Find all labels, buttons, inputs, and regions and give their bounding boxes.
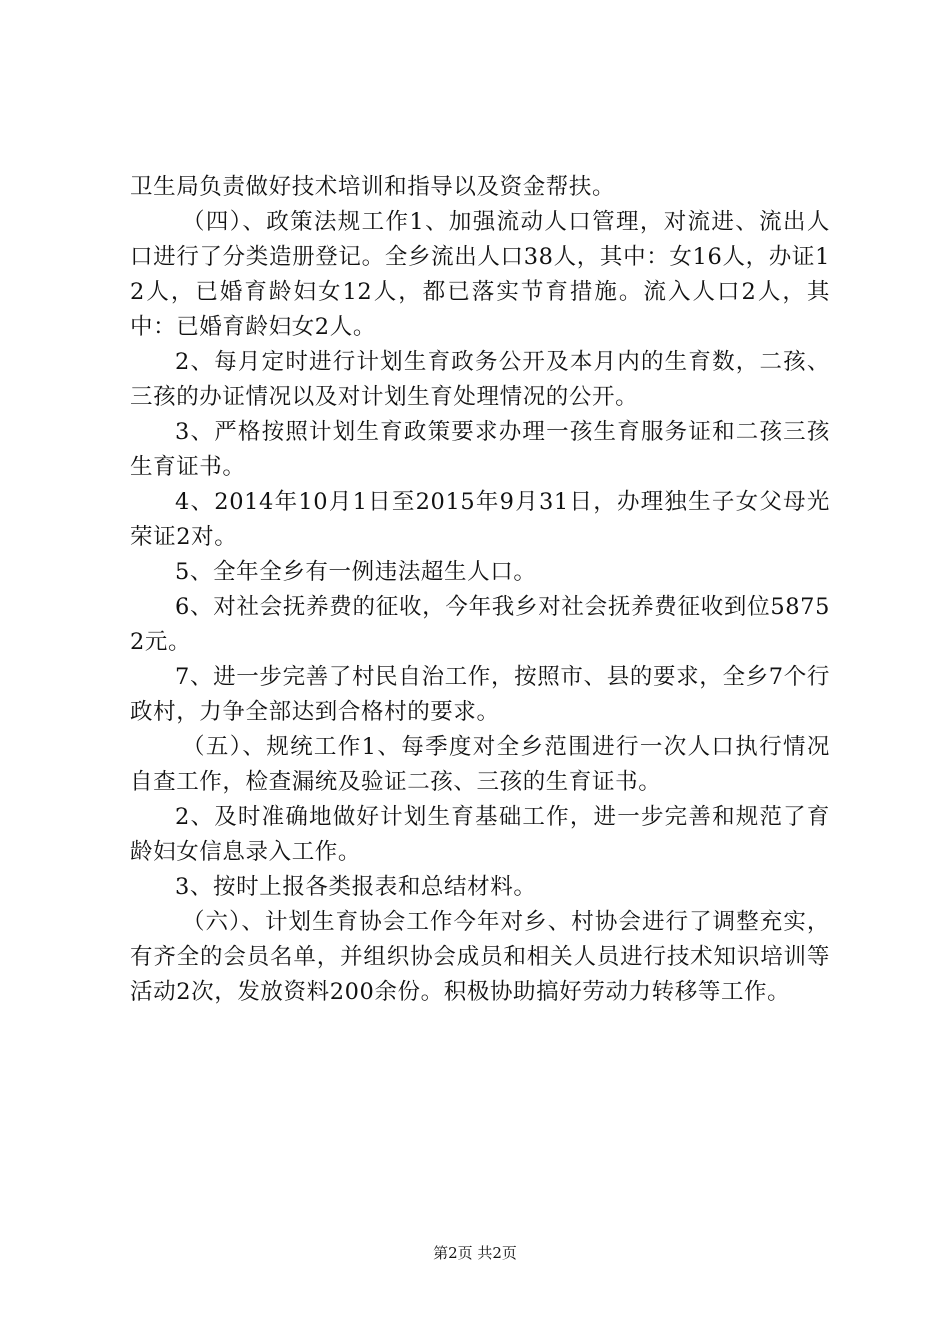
paragraph-section-four: （四）、政策法规工作1、加强流动人口管理，对流进、流出人口进行了分类造册登记。全乡流出人口38人，其中：女16人，办证12人，已婚育龄妇女12人，都已落实节育措施。流入人口2人，其中：已婚育龄妇女2人。: [130, 209, 830, 340]
paragraph-item-5: 5、全年全乡有一例违法超生人口。: [175, 559, 537, 585]
page-footer: 第2页 共2页: [433, 1244, 517, 1262]
paragraph-item-6: 6、对社会抚养费的征收，今年我乡对社会抚养费征收到位58752元。: [130, 594, 830, 655]
paragraph-item-2: 2、每月定时进行计划生育政务公开及本月内的生育数，二孩、三孩的办证情况以及对计划生育处理情况的公开。: [130, 349, 830, 410]
paragraph-item-7: 7、进一步完善了村民自治工作，按照市、县的要求，全乡7个行政村，力争全部达到合格村的要求。: [130, 664, 830, 725]
document-body: [130, 170, 830, 1010]
paragraph-item-4: 4、2014年10月1日至2015年9月31日，办理独生子女父母光荣证2对。: [130, 489, 830, 550]
paragraph-stats-item-2: 2、及时准确地做好计划生育基础工作，进一步完善和规范了育龄妇女信息录入工作。: [130, 804, 830, 865]
paragraph-section-six: （六）、计划生育协会工作今年对乡、村协会进行了调整充实，有齐全的会员名单，并组织协会成员和相关人员进行技术知识培训等活动2次，发放资料200余份。积极协助搞好劳动力转移等工作。: [130, 909, 830, 1005]
paragraph-funding: 卫生局负责做好技术培训和指导以及资金帮扶。: [130, 174, 616, 200]
paragraph-section-five: （五）、规统工作1、每季度对全乡范围进行一次人口执行情况自查工作，检查漏统及验证二孩、三孩的生育证书。: [130, 734, 830, 795]
paragraph-item-3: 3、严格按照计划生育政策要求办理一孩生育服务证和二孩三孩生育证书。: [130, 419, 830, 480]
paragraph-stats-item-3: 3、按时上报各类报表和总结材料。: [175, 874, 537, 900]
